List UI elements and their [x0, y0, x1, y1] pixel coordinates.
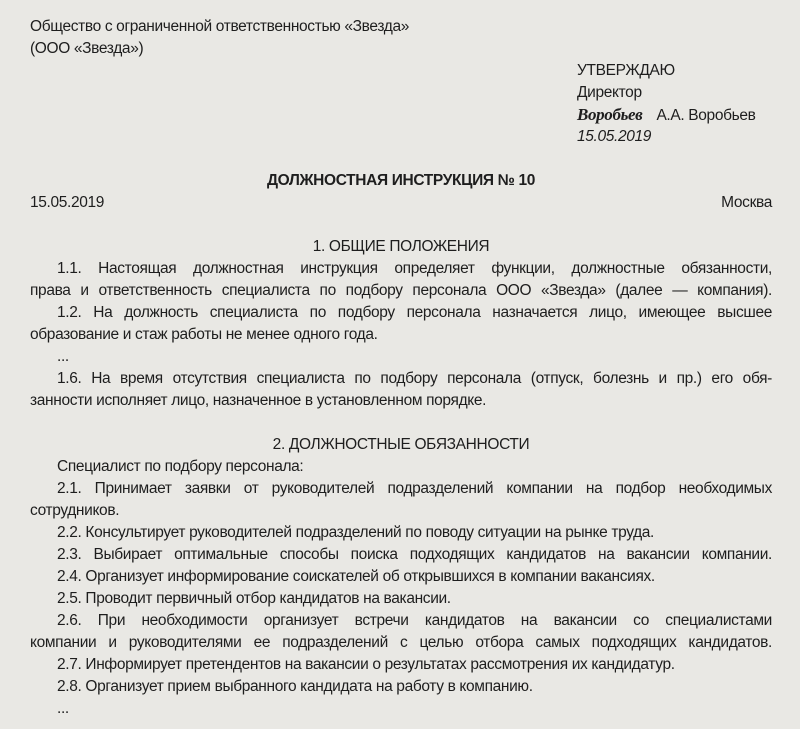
section2-line: 2.7. Информирует претендентов на вакансии о результатах рассмотрения их кандидатур.	[57, 656, 675, 673]
section2-line: 2.4. Организует информирование соискателей об открывшихся в компании вакансиях.	[57, 568, 655, 585]
date-city-row	[30, 192, 772, 214]
section2-ellipsis: ...	[57, 700, 69, 717]
section1-ellipsis: ...	[57, 348, 69, 365]
section2-line: 2.1. Принимает заявки от руководителей подразделений компании на подбор необходимых	[57, 480, 772, 497]
org-short-name: (ООО «Звезда»)	[30, 40, 144, 57]
section1-line: образование и стаж работы не менее одного года.	[30, 326, 378, 343]
section2-line: 2.5. Проводит первичный отбор кандидатов на вакансии.	[57, 590, 451, 607]
section2-line: компании и руководителями ее подразделений с целью отбора самых подходящих кандидатов.	[30, 634, 772, 651]
approval-date: 15.05.2019	[577, 128, 652, 145]
section1-line: 1.2. На должность специалиста по подбору персонала назначается лицо, имеющее высшее	[57, 304, 772, 321]
section2-intro: Специалист по подбору персонала:	[57, 458, 304, 475]
section2-line: 2.2. Консультирует руководителей подразделений по поводу ситуации на рынке труда.	[57, 524, 654, 541]
section2-line: 2.8. Организует прием выбранного кандидата на работу в компанию.	[57, 678, 533, 695]
org-name: Общество с ограниченной ответственностью «Звезда»	[30, 18, 409, 35]
section1-line: 1.1. Настоящая должностная инструкция определяет функции, должностные обязанности,	[57, 260, 772, 277]
approval-position: Директор	[577, 84, 642, 101]
approval-signature-line	[30, 104, 772, 126]
approver-name: А.А. Воробьев	[656, 107, 756, 124]
section2-line: 2.3. Выбирает оптимальные способы поиска подходящих кандидатов на вакансии компании.	[57, 546, 772, 563]
signature: Воробьев	[577, 105, 643, 124]
section2-line: сотрудников.	[30, 502, 120, 519]
document-city: Москва	[721, 194, 772, 211]
section1-line: 1.6. На время отсутствия специалиста по подбору персонала (отпуск, болезнь и пр.) его обя-	[57, 370, 772, 387]
section2-heading: 2. ДОЛЖНОСТНЫЕ ОБЯЗАННОСТИ	[272, 436, 530, 453]
section1-line: права и ответственность специалиста по подбору персонала ООО «Звезда» (далее — компания).	[30, 282, 772, 299]
approval-label: УТВЕРЖДАЮ	[577, 62, 675, 79]
section2-line: 2.6. При необходимости организует встречи кандидатов на вакансии со специалистами	[57, 612, 772, 629]
section1-heading: 1. ОБЩИЕ ПОЛОЖЕНИЯ	[312, 238, 490, 255]
document-title: ДОЛЖНОСТНАЯ ИНСТРУКЦИЯ № 10	[266, 172, 536, 189]
section1-line: занности исполняет лицо, назначенное в установленном порядке.	[30, 392, 487, 409]
document-date: 15.05.2019	[30, 194, 105, 211]
